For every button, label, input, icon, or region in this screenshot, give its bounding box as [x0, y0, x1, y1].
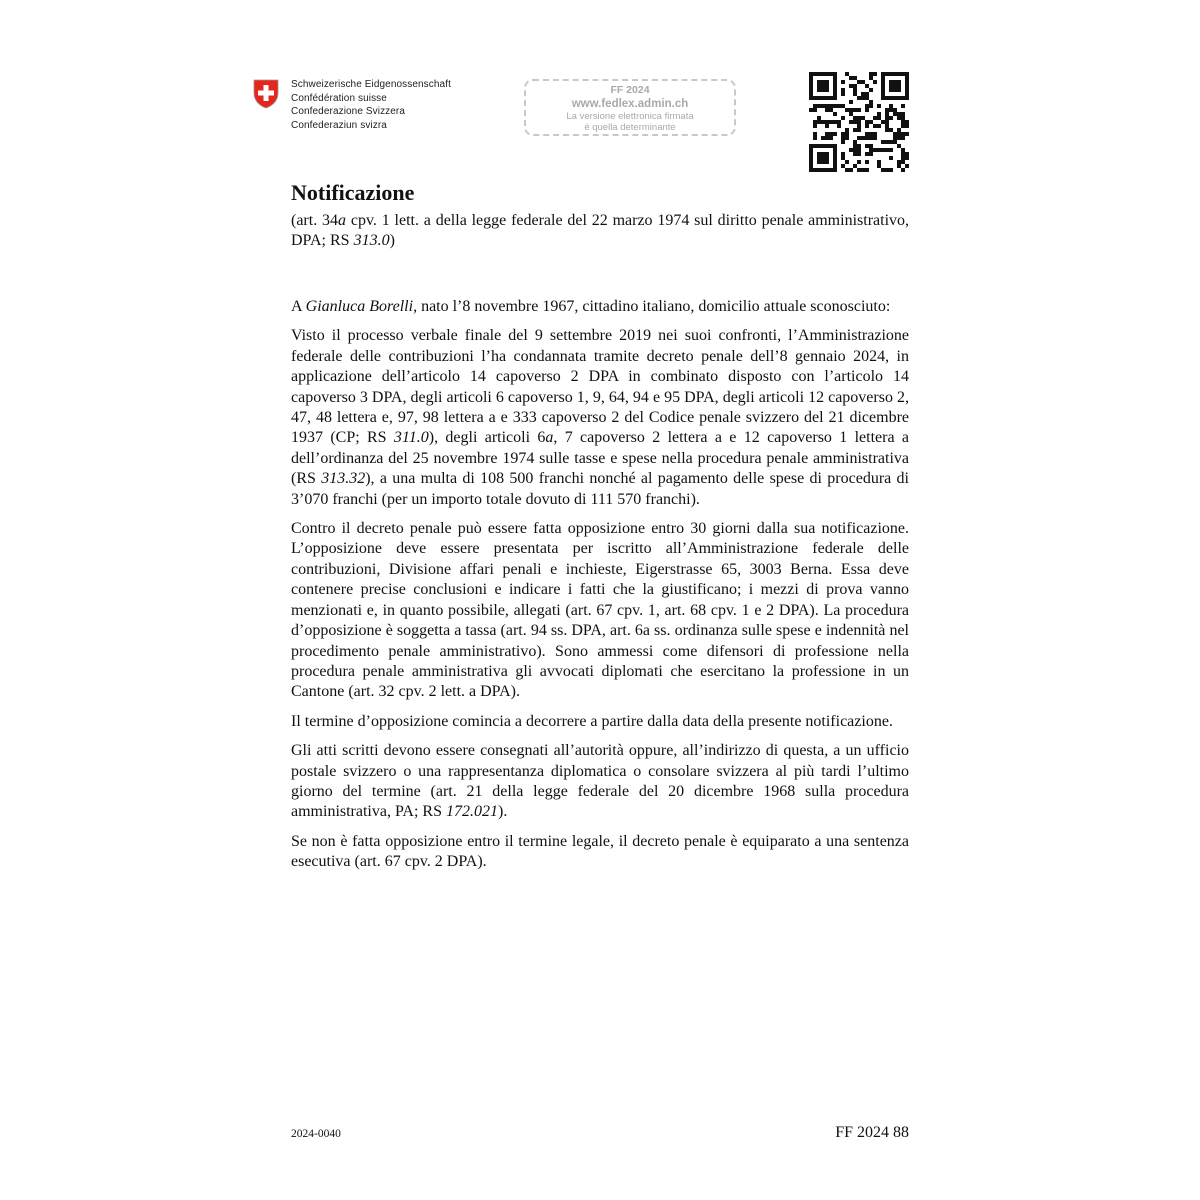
text-run: Visto il processo verbale finale del 9 settembre 2019 nei suoi confronti, l’Amministrazione federale delle contribuzioni l’ha condannata tramite decreto penale dell’8 gennaio 2024, in applicazione dell’articolo 14 capoverso 2 DPA in combinato disposto con l’articolo 14 capoverso 3 DPA, degli articoli 6 capoverso 1, 9, 64, 94 e 95 DPA, degli articoli 12 capoverso 2, 47, 48 lettera e, 97, 98 lettera a e 333 capoverso 2 del Codice penale svizzero del 21 dicembre 1937 (CP; RS	[291, 327, 909, 447]
confederation-name-it: Confederazione Svizzera	[291, 106, 406, 117]
confederation-name-de: Schweizerische Eidgenossenschaft	[291, 79, 451, 90]
paragraph-decision	[291, 326, 909, 510]
footer-document-number: 2024-0040	[291, 1128, 341, 1140]
subtitle-part-3: 313.0	[353, 232, 390, 249]
paragraph-opposition	[291, 519, 909, 703]
text-run-italic: 172.021	[445, 803, 498, 821]
paragraph-addressee	[291, 297, 909, 317]
text-run-italic: 311.0	[393, 429, 429, 447]
text-run: ).	[497, 803, 508, 821]
text-run: Se non è fatta opposizione entro il termine legale, il decreto penale è equiparato a una sentenza esecutiva (art. 67 cpv. 2 DPA).	[291, 832, 909, 871]
text-run-italic: 313.32	[321, 470, 366, 488]
document-body	[291, 297, 909, 873]
publication-stamp	[524, 79, 736, 136]
paragraph-deadline	[291, 712, 909, 732]
text-run: , nato l’8 novembre 1967, cittadino italiano, domicilio attuale sconosciuto:	[413, 298, 891, 315]
addressee-name: Gianluca Borelli	[305, 298, 414, 315]
text-run: Contro il decreto penale può essere fatta opposizione entro 30 giorni dalla sua notificazione. L’opposizione deve essere presentata per iscritto all’Amministrazione federale delle contribuzioni, Divisione affari penali e inchieste, Eigerstrasse 65, 3003 Berna. Essa deve contenere precise conclusioni e indicare i fatti che la giustificano; i mezzi di prova vanno menzionati e, in quanto possibile, allegati (art. 67 cpv. 1, art. 68 cpv. 1 e 2 DPA). La procedura d’opposizione è soggetta a tassa (art. 94 ss. DPA, art. 6a ss. ordinanza sulle spese e indennità nel procedimento penale amministrativo). Sono ammessi come difensori di professione nella procedura penale amministrativa gli avvocati diplomati che esercitano la professione in un Cantone (art. 32 cpv. 2 lett. a DPA).	[291, 520, 909, 701]
paragraph-submission	[291, 741, 909, 823]
confederation-names	[291, 78, 451, 132]
stamp-line-3: La versione elettronica firmata	[566, 111, 694, 122]
confederation-name-rm: Confederaziun svizra	[291, 119, 387, 131]
subtitle-part-4: )	[389, 232, 395, 249]
document-content	[291, 180, 909, 882]
stamp-line-2: www.fedlex.admin.ch	[571, 98, 689, 110]
text-run: , 7 capoverso 2 lettera a e 12 capoverso 1 lettera a dell’ordinanza del 25 novembre 1974 sulle tasse e spese nella procedura penale amministrativa (RS	[291, 429, 909, 488]
document-subtitle	[291, 211, 909, 251]
footer-page-reference: FF 2024 88	[835, 1124, 909, 1141]
text-run: Il termine d’opposizione comincia a decorrere a partire dalla data della presente notificazione.	[291, 712, 893, 730]
text-run: ), degli articoli 6	[428, 429, 546, 447]
subtitle-part-1: a	[338, 212, 347, 229]
text-run: A	[291, 298, 306, 315]
confederation-name-fr: Confédération suisse	[291, 92, 387, 104]
subtitle-part-2: cpv. 1 lett. a della legge federale del 22 marzo 1974 sul diritto penale amministrativo, DPA; RS	[291, 212, 910, 249]
text-run: Gli atti scritti devono essere consegnati all’autorità oppure, all’indirizzo di questa, a un ufficio postale svizzero o una rappresentanza diplomatica o consolare svizzera al più tardi l’ultimo giorno del termine (art. 21 della legge federale del 20 dicembre 1968 sulla procedura amministrativa, PA; RS	[291, 742, 909, 821]
stamp-line-1: FF 2024	[610, 84, 650, 96]
document-title: Notificazione	[291, 180, 415, 205]
text-run-italic: a	[545, 429, 554, 447]
subtitle-part-0: (art. 34	[291, 212, 339, 229]
qr-code-icon	[809, 72, 909, 172]
stamp-line-4: è quella determinante	[584, 122, 676, 133]
paragraph-enforcement	[291, 832, 909, 873]
text-run: ), a una multa di 108 500 franchi nonché al pagamento delle spese di procedura di 3’070 franchi (per un importo totale dovuto di 111 570 franchi).	[291, 470, 909, 508]
swiss-cross-icon	[253, 79, 279, 109]
